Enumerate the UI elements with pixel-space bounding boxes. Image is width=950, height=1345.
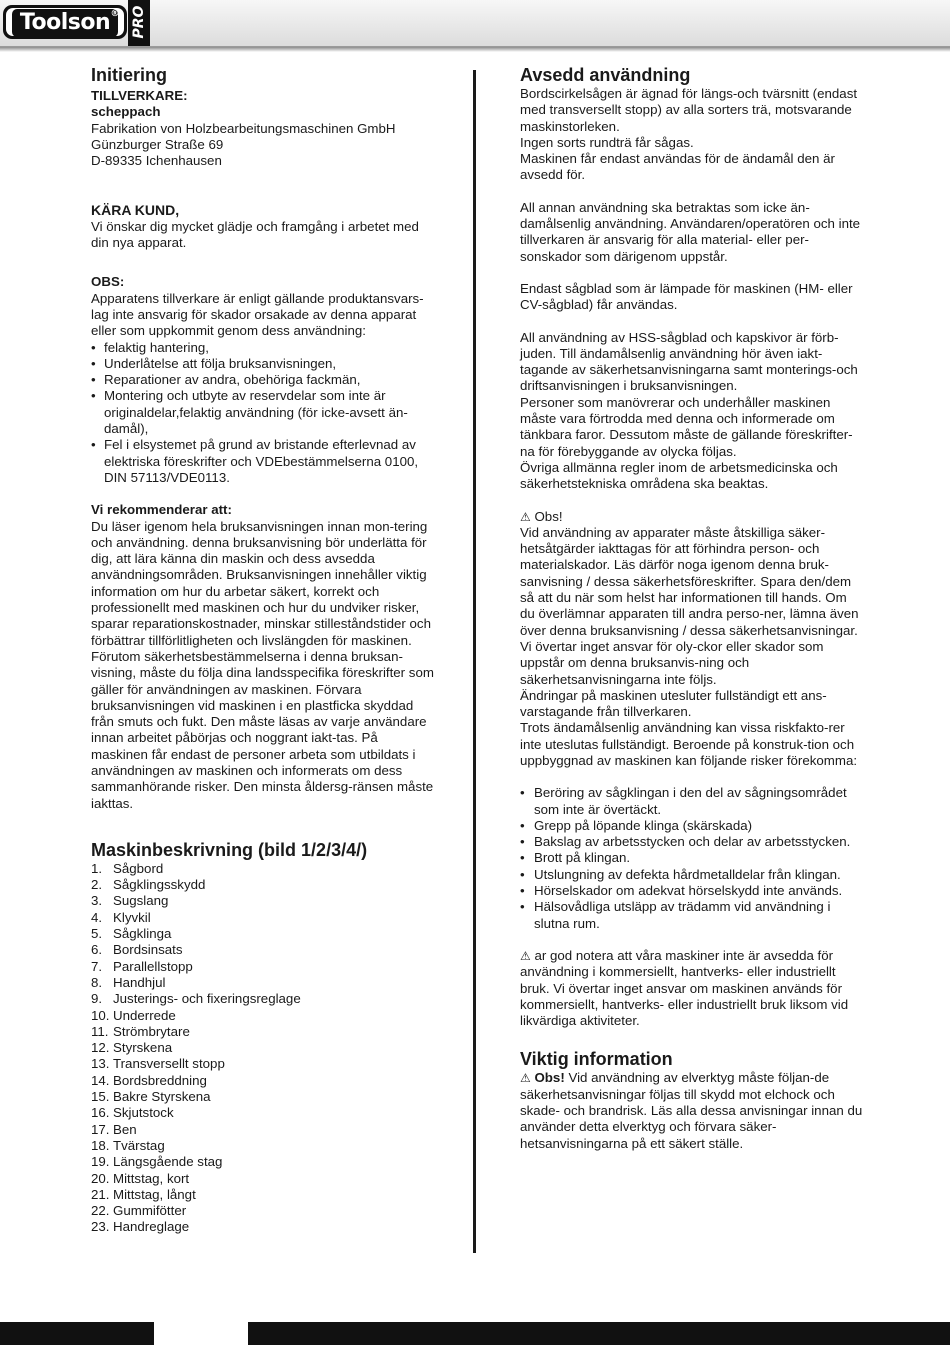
list-item: 19. Längsgående stag — [91, 1154, 223, 1170]
warning-icon: ⚠ — [520, 509, 531, 524]
commercial-use-note: ⚠ ar god notera att våra maskiner inte är avsedda för användning i kommersiellt, hantverks- eller industriellt bruk. Vi övertar inget ansvar om maskinen används för kommersiellt, hantverks- eller industriellt bruk liksom vid likvärdiga aktiviteter. — [520, 947, 849, 1029]
list-item: • Montering och utbyte av reservdelar som inte är originaldelar,felaktig användning (för icke-avsett än-damål), — [91, 388, 436, 437]
pro-badge-text: PRO — [131, 5, 147, 39]
address-line: D-89335 Ichenhausen — [91, 153, 222, 169]
list-item: • Utslungning av defekta hårdmetalldelar från klingan. — [520, 867, 865, 883]
list-item: • Hörselskador om adekvat hörselskydd inte används. — [520, 883, 865, 899]
left-column — [91, 64, 436, 1236]
obs-text: Apparatens tillverkare är enligt gällande produktansvars-lag inte ansvarig för skador orsakade av denna apparat eller som uppkommit genom dess användning: — [91, 290, 424, 339]
page-header — [0, 0, 950, 47]
list-item: 10. Underrede — [91, 1007, 176, 1023]
important-info-text: ⚠ Obs! Vid användning av elverktyg måste följan-de säkerhetsanvisningar följas till skydd mot elchock och skade- och brandrisk. Läs alla dessa anvisningar innan du använder detta elverktyg och förvara säker-hetsanvisningarna på ett säkert ställe. — [520, 1070, 863, 1151]
section-title-intended-use: Avsedd användning — [520, 65, 691, 85]
paragraph: Vid användning av apparater måste åtskilliga säker-hetsåtgärder iakttagas för att förhindra person- och materialskador. Läs därför noga igenom denna bruk-sanvisning / dessa säkerhetsföreskrifter. Spara den/dem så att du när som helst har informationen till hands. Om du överlämnar apparaten till andra perso-ner, lämna även över denna bruksanvisning / dessa säkerhetsanvisningar. Vi övertar inget ansvar för oly-ckor eller skador som uppstår om denna bruksanvis-ning och säkerhetsanvisningarna inte följs. — [520, 524, 859, 687]
paragraph: Övriga allmänna regler inom de arbetsmedicinska och säkerhetstekniska områdena ska beaktas. — [520, 459, 838, 492]
recommend-title: Vi rekommenderar att: — [91, 502, 232, 518]
list-item: • Brott på klingan. — [520, 850, 865, 866]
list-item: 4. Klyvkil — [91, 909, 151, 925]
recommend-text-2: förbättrar tillförlitligheten och livslängden för maskinen. Förutom säkerhetsbestämmelserna i denna bruksan-visning, måste du följa dina landsspecifika föreskrifter som gäller för användningen av maskinen. Förvara bruksanvisningen vid maskinen i en plastficka skyddad från smuts och fukt. Den måste läsas av varje användare innan arbeitet påbörjas och noggrant iakt-tas. På maskinen får endast de personer arbeta som utbildats i användningen av maskinen och informerats om dess sammanhörande risker. Den minsta åldersg-ränsen måste iakttas. — [91, 632, 434, 811]
list-item: 8. Handhjul — [91, 974, 166, 990]
list-item: 15. Bakre Styrskena — [91, 1089, 211, 1105]
header-shadow — [0, 47, 950, 52]
risk-list — [520, 785, 865, 932]
list-item: 22. Gummifötter — [91, 1203, 187, 1219]
footer-bar-left — [0, 1322, 154, 1345]
paragraph: All användning av HSS-sågblad och kapskivor är förb-juden. Till ändamålsenlig användning hör även iakt-tagande av säkerhetsanvisningarna samt monterings-och driftsanvisningen i bruksanvisningen. — [520, 329, 858, 394]
warning-icon: ⚠ — [520, 948, 531, 963]
manufacturer-name: scheppach — [91, 104, 161, 120]
obs-label: Obs! — [534, 508, 563, 524]
list-item: • Hälsovådliga utsläpp av trädamm vid användning i slutna rum. — [520, 899, 865, 932]
right-column — [520, 64, 865, 1152]
pro-badge — [128, 0, 150, 46]
list-item: 11. Strömbrytare — [91, 1023, 190, 1039]
list-item: 13. Transversellt stopp — [91, 1056, 225, 1072]
list-item: 18. Tvärstag — [91, 1137, 165, 1153]
list-item: • felaktig hantering, — [91, 340, 436, 356]
list-item: 16. Skjutstock — [91, 1105, 174, 1121]
paragraph: Endast sågblad som är lämpade för maskinen (HM- eller CV-sågblad) får användas. — [520, 280, 853, 313]
list-item: 21. Mittstag, långt — [91, 1186, 196, 1202]
list-item: 6. Bordsinsats — [91, 942, 183, 958]
toolson-logo — [3, 5, 127, 39]
section-title-initiering: Initiering — [91, 65, 167, 85]
list-item: 23. Handreglage — [91, 1219, 190, 1235]
address-line: Günzburger Straße 69 — [91, 136, 224, 152]
section-title-important-info: Viktig information — [520, 1049, 673, 1070]
list-item: • Reparationer av andra, obehöriga fackmän, — [91, 372, 436, 388]
dear-customer-text: Vi önskar dig mycket glädje och framgång i arbetet med din nya apparat. — [91, 218, 419, 251]
obs-title: OBS: — [91, 274, 125, 290]
recommend-text: Du läser igenom hela bruksanvisningen innan mon-tering och användning. denna bruksanvisning bör underlätta för dig, att lära känna din maskin och dess avsedda användningsområden. Bruksanvisningen innehåller viktig information om hur du arbetar säkert, korrekt och professionellt med maskinen och hur du undviker risker, sparar reparationskostnader, minskar stilleståndstider och — [91, 518, 431, 632]
list-item: 1. Sågbord — [91, 860, 164, 876]
obs-line — [520, 509, 865, 525]
info-obs-label: Obs! — [534, 1070, 565, 1086]
list-item: • Underlåtelse att följa bruksanvisningen, — [91, 356, 436, 372]
paragraph: Ändringar på maskinen utesluter fullständigt ett ans-varstagande från tillverkaren. — [520, 687, 827, 720]
logo-registered-mark: ® — [110, 9, 119, 19]
dear-customer-title: KÄRA KUND, — [91, 202, 180, 219]
warning-icon: ⚠ — [520, 1071, 531, 1086]
list-item: 12. Styrskena — [91, 1040, 173, 1056]
list-item: 7. Parallellstopp — [91, 958, 193, 974]
list-item: 14. Bordsbreddning — [91, 1072, 207, 1088]
paragraph: Maskinen får endast användas för de ändamål den är avsedd för. — [520, 151, 835, 183]
list-item: • Grepp på löpande klinga (skärskada) — [520, 818, 865, 834]
paragraph: Bordscirkelsågen är ägnad för längs-och tvärsnitt (endast med transversellt stopp) av alla sorters trä, motsvarande maskinstorleken. — [520, 86, 858, 134]
paragraph: Personer som manövrerar och underhåller maskinen måste vara förtrodda med denna och informerade om tänkbara faror. Dessutom måste de gällande föreskrifter-na för förebyggande av olycka följas. — [520, 394, 853, 459]
list-item: 17. Ben — [91, 1121, 137, 1137]
list-item: 20. Mittstag, kort — [91, 1170, 190, 1186]
column-divider — [473, 70, 476, 1253]
section-title-machine-description: Maskinbeskrivning (bild 1/2/3/4/) — [91, 839, 368, 860]
list-item: 5. Sågklinga — [91, 926, 172, 942]
footer-bar-right — [248, 1322, 950, 1345]
parts-list — [91, 861, 436, 1236]
address-line: Fabrikation von Holzbearbeitungsmaschinen GmbH — [91, 120, 396, 136]
list-item: • Bakslag av arbetsstycken och delar av arbetsstycken. — [520, 834, 865, 850]
paragraph: All annan användning ska betraktas som icke än-damålsenlig användning. Användaren/operatören och inte tillverkaren är ansvarig för alla material- eller per-sonskador som därigenom uppstår. — [520, 199, 861, 264]
paragraph: Trots ändamålsenlig användning kan vissa riskfakto-rer inte uteslutas fullständigt. Beroende på konstruk-tion och uppbyggnad av maskinen kan följande risker förekomma: — [520, 720, 858, 768]
manufacturer-label: TILLVERKARE: — [91, 88, 188, 103]
paragraph: Ingen sorts rundträ får sågas. — [520, 134, 694, 150]
list-item: 3. Sugslang — [91, 893, 169, 909]
obs-list — [91, 340, 436, 487]
list-item: 9. Justerings- och fixeringsreglage — [91, 991, 301, 1007]
list-item: 2. Sågklingsskydd — [91, 877, 206, 893]
list-item: • Beröring av sågklingan i den del av sågningsområdet som inte är övertäckt. — [520, 785, 865, 818]
logo-text: Toolson — [19, 10, 111, 35]
list-item: • Fel i elsystemet på grund av bristande efterlevnad av elektriska föreskrifter och VDEbestämmelserna 0100, DIN 57113/VDE0113. — [91, 437, 436, 486]
